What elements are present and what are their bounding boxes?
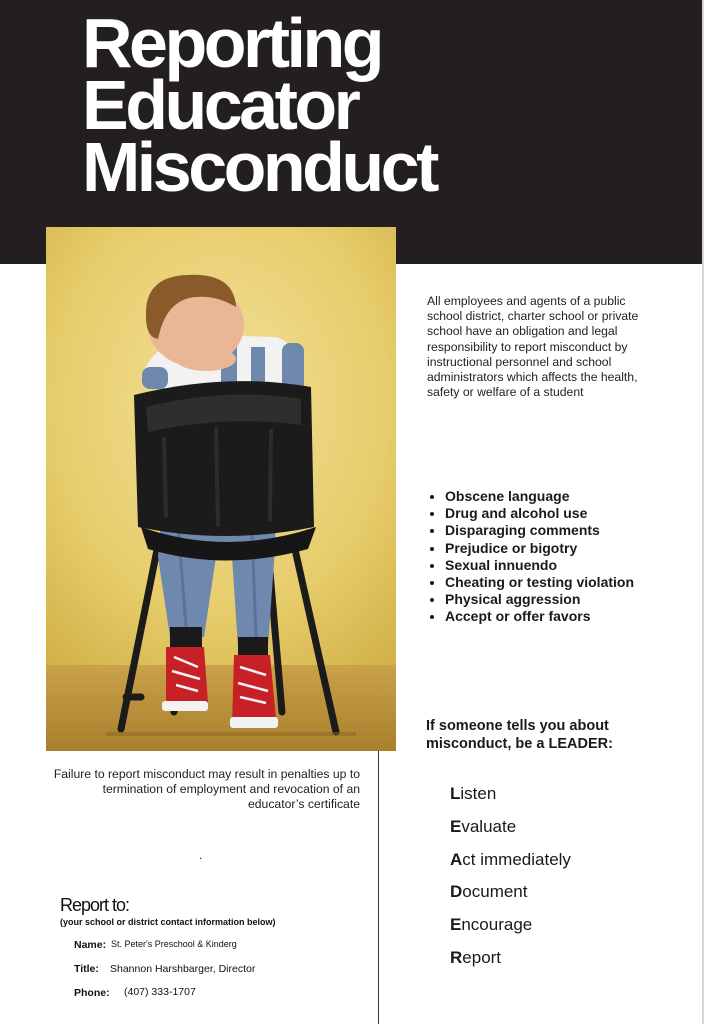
contact-name-label: Name:	[74, 939, 107, 951]
leader-heading: If someone tells you about misconduct, be a LEADER:	[426, 718, 613, 752]
contact-name-value: St. Peter's Preschool & Kinderg	[111, 939, 237, 949]
leader-step	[450, 844, 571, 877]
leader-acronym-list	[450, 778, 571, 975]
leader-step-rest: valuate	[461, 816, 517, 836]
list-item: • Prejudice or bigotry	[445, 540, 634, 557]
list-item: • Sexual innuendo	[445, 557, 634, 574]
contact-title-label: Title:	[74, 963, 99, 975]
contact-phone-value: (407) 333-1707	[124, 986, 196, 998]
page-title	[82, 4, 436, 206]
contact-name-row	[74, 939, 237, 951]
list-item: • Obscene language	[445, 488, 634, 505]
leader-step-rest: ocument	[462, 882, 528, 902]
leader-step-rest: isten	[460, 784, 497, 803]
report-to-subtitle: (your school or district contact information below)	[60, 917, 276, 927]
leader-step-rest: eport	[462, 947, 502, 967]
column-divider	[378, 751, 379, 1024]
contact-title-value: Shannon Harshbarger, Director	[110, 963, 256, 975]
leader-step-letter: D	[450, 882, 463, 902]
title-banner	[0, 0, 702, 264]
leader-step-letter: E	[450, 915, 462, 935]
title-line-1: Reporting	[82, 4, 382, 82]
list-item: • Physical aggression	[445, 591, 634, 608]
contact-phone-row	[74, 986, 196, 999]
child-on-chair-photo	[46, 227, 396, 751]
contact-phone-label: Phone:	[74, 987, 110, 999]
title-line-2: Educator	[82, 66, 358, 144]
contact-title-row	[74, 963, 256, 975]
leader-step	[450, 942, 571, 975]
leader-step-rest: ct immediately	[462, 849, 571, 869]
list-item: • Disparaging comments	[445, 522, 634, 539]
leader-step	[450, 909, 571, 942]
leader-step-letter: E	[450, 816, 462, 836]
failure-notice: Failure to report misconduct may result in penalties up to termination of employment and revocation of an educator’s certificate	[53, 767, 360, 811]
leader-step	[450, 778, 571, 811]
leader-step-rest: ncourage	[461, 915, 533, 935]
list-item: • Drug and alcohol use	[445, 505, 634, 522]
title-line-3: Misconduct	[82, 128, 436, 206]
leader-step	[450, 811, 571, 844]
leader-step-letter: R	[450, 947, 463, 967]
leader-step	[450, 876, 571, 909]
report-to-heading: Report to:	[60, 895, 130, 915]
misconduct-list	[427, 488, 634, 626]
leader-step-letter: A	[450, 849, 463, 869]
leader-step-letter: L	[450, 784, 461, 803]
photo-illustration	[46, 227, 396, 751]
list-item: • Accept or offer favors	[445, 608, 634, 625]
list-item: • Cheating or testing violation	[445, 574, 634, 591]
intro-paragraph: All employees and agents of a public school district, charter school or private school have an obligation and legal responsibility to report misconduct by instructional personnel and school administrators which affects the health, safety or welfare of a student	[427, 294, 639, 400]
stray-mark: .	[199, 848, 203, 862]
